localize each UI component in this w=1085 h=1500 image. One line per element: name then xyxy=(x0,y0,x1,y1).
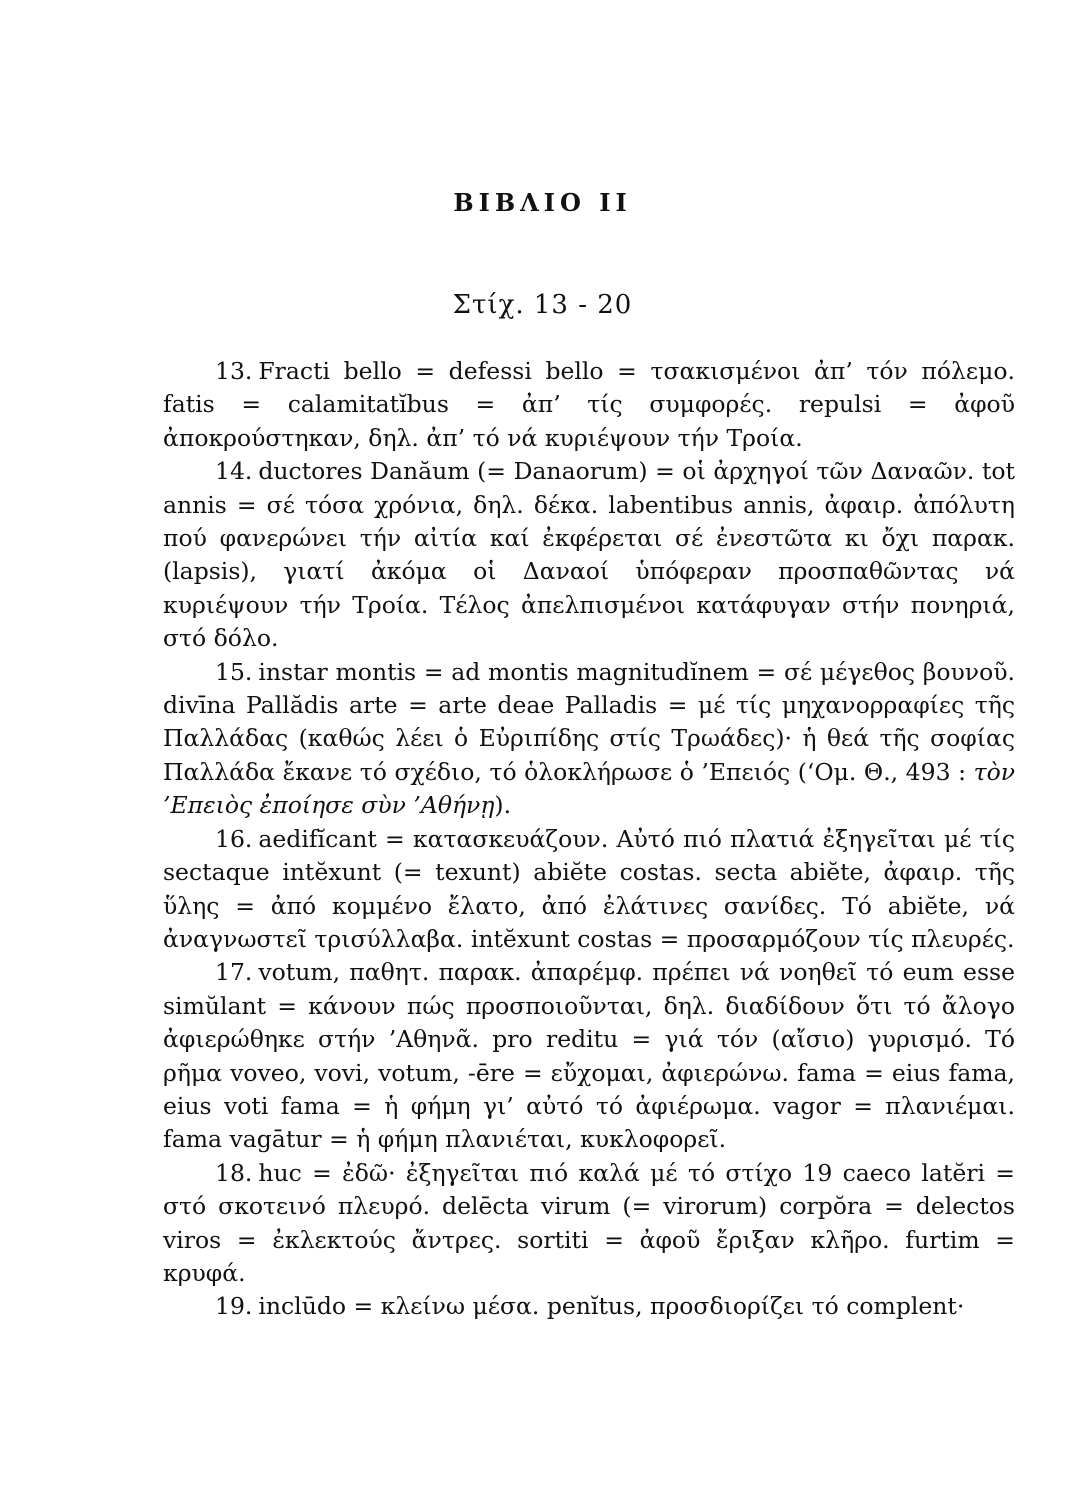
homer-quotation: τὸν ’Επειὸς ἐποίησε σὺν ’Αθήνῃ xyxy=(163,757,1016,820)
section-title: Στίχ. 13 - 20 xyxy=(452,290,633,320)
entry-text: Fracti bello = defessi bello = τσακισμένοι ἀπ’ τόν πόλεμο. fatis = calamitatĭbus = ἀπ’ τίς συμφορές. repulsi = ἀφοῦ ἀποκρούστηκαν, δηλ. ἀπ’ τό νά κυριέψουν τήν Τροία. xyxy=(163,357,1015,452)
entry-number: 13. xyxy=(215,357,253,385)
commentary-entry-17 xyxy=(163,956,1015,1156)
entry-number: 18. xyxy=(215,1158,253,1187)
entry-text: inclūdo = κλείνω μέσα. penĭtus, προσδιορίζει τό complent· xyxy=(258,1292,965,1321)
commentary-entry-13 xyxy=(163,355,1015,455)
commentary-body xyxy=(163,355,1015,1324)
commentary-entry-19 xyxy=(163,1290,1015,1323)
entry-number: 17. xyxy=(215,958,253,987)
commentary-entry-15 xyxy=(163,656,1015,823)
entry-text: instar montis = ad montis magnitudĭnem = σέ μέγεθος βουνοῦ. divīna Pallădis arte = arte deae Palladis = μέ τίς μηχανορραφίες τῆς Παλλάδας (καθώς λέει ὁ Εὐριπίδης στίς Τρωάδες)· ἡ θεά τῆς σοφίας Παλλάδα ἔκανε τό σχέδιο, τό ὁλοκλήρωσε ὁ ’Επειός (‘Ομ. Θ., 493 : xyxy=(163,657,1015,786)
entry-number: 16. xyxy=(215,824,253,853)
commentary-entry-16 xyxy=(163,823,1015,957)
entry-text: huc = ἐδῶ· ἐξηγεῖται πιό καλά μέ τό στίχο 19 caeco latĕri = στό σκοτεινό πλευρό. delēcta virum (= virorum) corpŏra = delectos viros = ἐκλεκτούς ἄντρες. sortiti = ἀφοῦ ἔριξαν κλῆρο. furtim = κρυφά. xyxy=(163,1158,1015,1287)
commentary-entry-18 xyxy=(163,1157,1015,1291)
entry-number: 14. xyxy=(215,457,253,486)
entry-text: votum, παθητ. παρακ. ἀπαρέμφ. πρέπει νά νοηθεῖ τό eum esse simŭlant = κάνουν πώς προσποιοῦνται, δηλ. διαδίδουν ὅτι τό ἄλογο ἀφιερώθηκε στήν ’Αθηνᾶ. pro reditu = γιά τόν (αἴσιο) γυρισμό. Τό ρῆμα voveo, vovi, votum, -ēre = εὔχομαι, ἀφιερώνω. fama = eius fama, eius voti fama = ἡ φήμη γι’ αὐτό τό ἀφιέρωμα. vagor = πλανιέμαι. fama vagātur = ἡ φήμη πλανιέται, κυκλοφορεῖ. xyxy=(163,958,1015,1154)
entry-number: 19. xyxy=(215,1292,253,1321)
book-title: ΒΙΒΛΙΟ ΙΙ xyxy=(453,188,632,217)
entry-text: aedifĭcant = κατασκευάζουν. Αὐτό πιό πλατιά ἐξηγεῖται μέ τίς sectaque intĕxunt (= texunt) abiĕte costas. secta abiĕte, ἀφαιρ. τῆς ὕλης = ἀπό κομμένο ἔλατο, ἀπό ἐλάτινες σανίδες. Τό abiĕte, νά ἀναγνωστεῖ τρισύλλαβα. intĕxunt costas = προσαρμόζουν τίς πλευρές. xyxy=(163,824,1015,953)
commentary-entry-14 xyxy=(163,455,1015,655)
entry-text: ductores Danăum (= Danaorum) = οἱ ἀρχηγοί τῶν Δαναῶν. tot annis = σέ τόσα χρόνια, δηλ. δέκα. labentibus annis, ἀφαιρ. ἀπόλυτη πού φανερώνει τήν αἰτία καί ἐκφέρεται σέ ἐνεστῶτα κι ὄχι παρακ. (lapsis), γιατί ἀκόμα οἱ Δαναοί ὑπόφεραν προσπαθῶντας νά κυριέψουν τήν Τροία. Τέλος ἀπελπισμένοι κατάφυγαν στήν πονηριά, στό δόλο. xyxy=(163,457,1015,653)
entry-number: 15. xyxy=(215,657,253,686)
quotation-close: ). xyxy=(494,791,512,820)
